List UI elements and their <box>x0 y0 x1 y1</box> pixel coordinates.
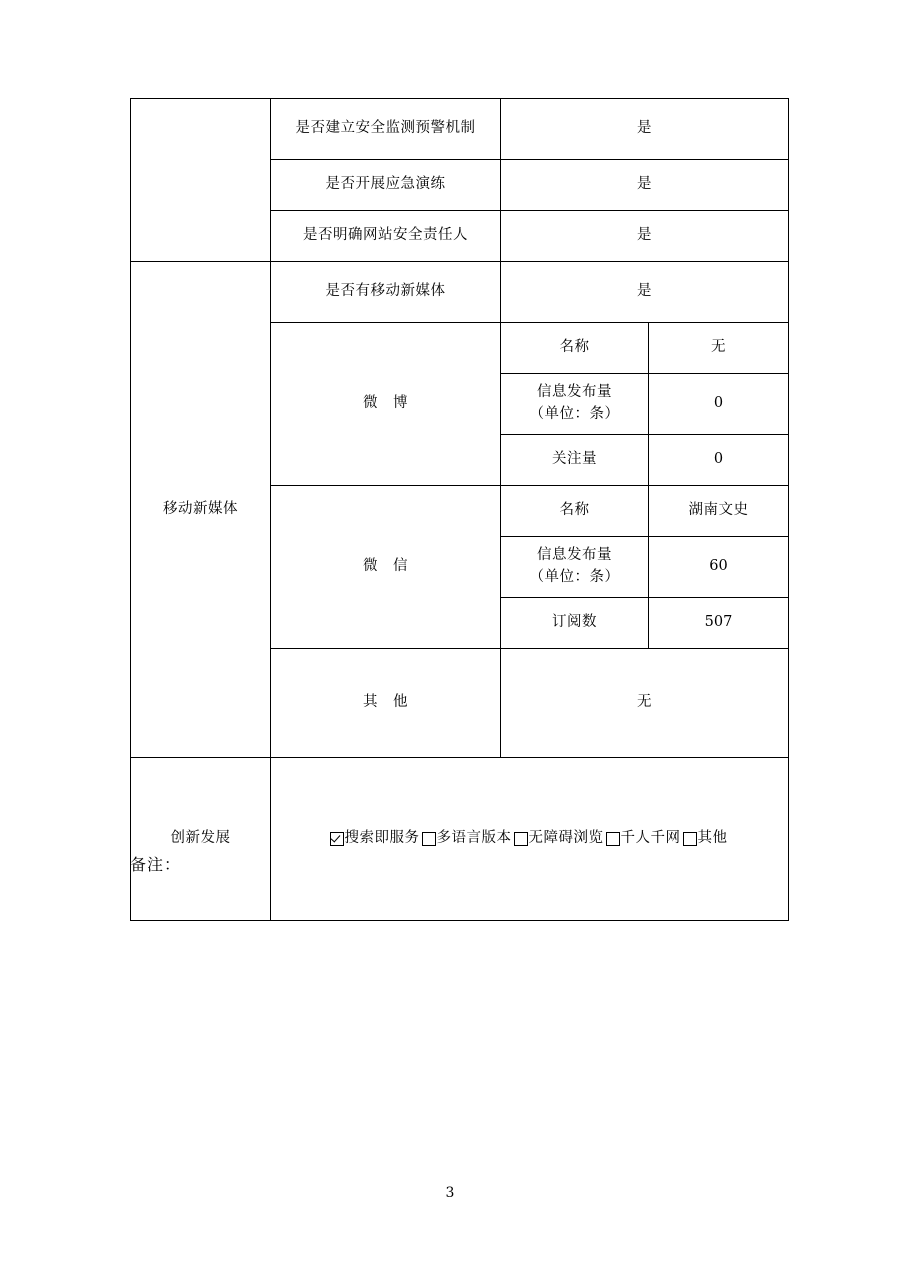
table-row <box>131 99 789 160</box>
weixin-subscribers-value: 507 <box>649 598 789 649</box>
security-label-2: 是否开展应急演练 <box>271 160 501 211</box>
innovation-label: 创新发展 <box>131 758 271 921</box>
checkbox-icon[interactable] <box>514 832 528 846</box>
weibo-followers-value: 0 <box>649 435 789 486</box>
weixin-post-count-key <box>501 537 649 598</box>
weibo-name-key: 名称 <box>501 323 649 374</box>
security-value-3: 是 <box>501 211 789 262</box>
innovation-option-multilanguage[interactable] <box>422 828 514 850</box>
weibo-name-value: 无 <box>649 323 789 374</box>
website-report-table <box>130 98 789 921</box>
innovation-option-accessibility[interactable] <box>514 828 606 850</box>
weixin-name-key: 名称 <box>501 486 649 537</box>
checkbox-icon[interactable] <box>330 832 344 846</box>
security-section-blank <box>131 99 271 262</box>
weixin-post-count-key-line2: （单位：条） <box>529 569 620 585</box>
other-media-label: 其 他 <box>271 649 501 758</box>
innovation-option-label: 无障碍浏览 <box>528 830 604 847</box>
innovation-options-cell <box>271 758 789 921</box>
security-value-1: 是 <box>501 99 789 160</box>
checkbox-icon[interactable] <box>422 832 436 846</box>
innovation-option-search-as-service[interactable] <box>330 828 422 850</box>
weixin-post-count-key-line1: 信息发布量 <box>537 547 612 564</box>
innovation-option-other[interactable] <box>683 828 730 850</box>
innovation-option-personalized[interactable] <box>606 828 683 850</box>
page-number: 3 <box>445 1185 455 1201</box>
weibo-followers-key: 关注量 <box>501 435 649 486</box>
table-row <box>131 262 789 323</box>
weixin-label: 微 信 <box>271 486 501 649</box>
weixin-name-value: 湖南文史 <box>649 486 789 537</box>
innovation-option-label: 多语言版本 <box>436 830 512 847</box>
innovation-option-label: 搜索即服务 <box>344 830 420 847</box>
remark-label: 备注： <box>130 855 182 874</box>
security-label-1: 是否建立安全监测预警机制 <box>271 99 501 160</box>
security-value-2: 是 <box>501 160 789 211</box>
mobile-media-section-label: 移动新媒体 <box>131 262 271 758</box>
weixin-subscribers-key: 订阅数 <box>501 598 649 649</box>
weibo-post-count-key-line1: 信息发布量 <box>537 384 612 401</box>
checkbox-icon[interactable] <box>606 832 620 846</box>
innovation-option-label: 千人千网 <box>620 830 681 847</box>
weibo-post-count-key <box>501 374 649 435</box>
has-mobile-media-label: 是否有移动新媒体 <box>271 262 501 323</box>
checkbox-icon[interactable] <box>683 832 697 846</box>
weixin-post-count-value: 60 <box>649 537 789 598</box>
has-mobile-media-value: 是 <box>501 262 789 323</box>
innovation-checkbox-group <box>275 828 784 850</box>
weibo-post-count-value: 0 <box>649 374 789 435</box>
weibo-post-count-key-line2: （单位：条） <box>529 406 620 422</box>
weibo-label: 微 博 <box>271 323 501 486</box>
innovation-option-label: 其他 <box>697 830 728 847</box>
other-media-value: 无 <box>501 649 789 758</box>
table-row <box>131 758 789 921</box>
security-label-3: 是否明确网站安全责任人 <box>271 211 501 262</box>
